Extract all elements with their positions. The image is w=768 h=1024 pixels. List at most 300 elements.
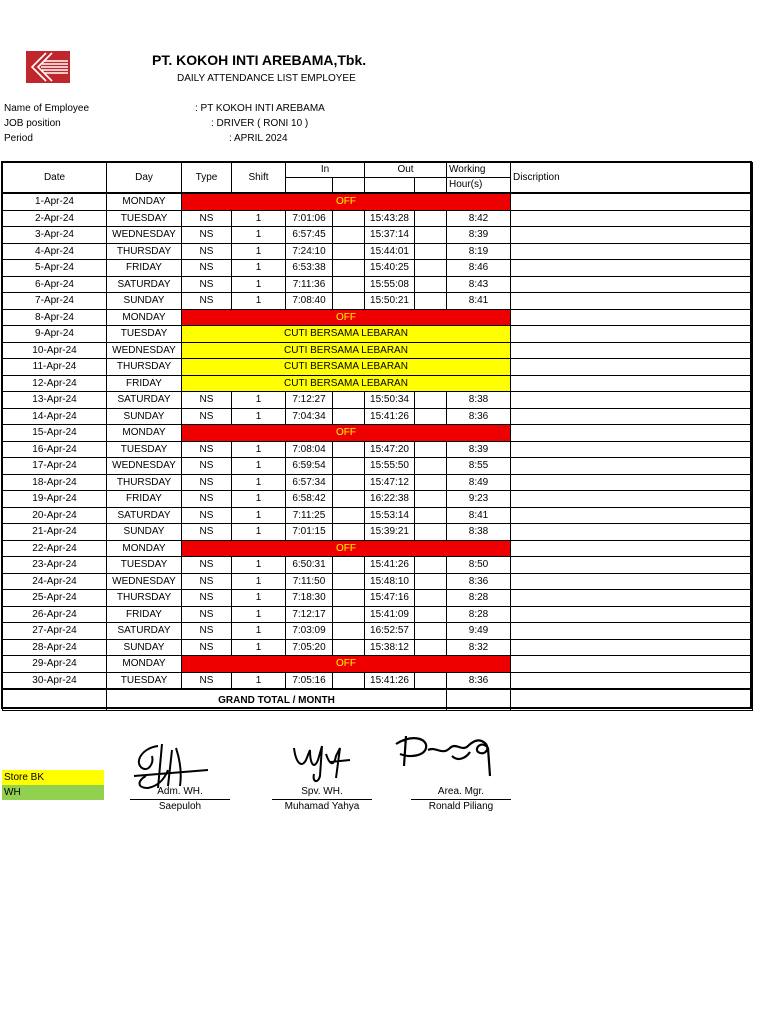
row-out-time: 15:44:01 — [365, 243, 415, 260]
row-out-blank — [415, 491, 447, 508]
row-out-time: 15:53:14 — [365, 507, 415, 524]
table-row — [3, 425, 753, 442]
row-out-time: 15:41:26 — [365, 672, 415, 689]
row-shift: 1 — [232, 557, 286, 574]
row-in-blank — [333, 557, 365, 574]
row-in-blank — [333, 243, 365, 260]
table-row — [3, 573, 753, 590]
row-out-time: 15:47:20 — [365, 441, 415, 458]
table-row — [3, 458, 753, 475]
row-in-time: 6:59:54 — [286, 458, 333, 475]
row-description — [511, 425, 753, 442]
row-day: TUESDAY — [107, 672, 182, 689]
row-shift: 1 — [232, 491, 286, 508]
row-date: 6-Apr-24 — [3, 276, 107, 293]
row-date: 27-Apr-24 — [3, 623, 107, 640]
row-day: MONDAY — [107, 309, 182, 326]
row-type: NS — [182, 260, 232, 277]
table-row — [3, 590, 753, 607]
row-description — [511, 590, 753, 607]
row-day: TUESDAY — [107, 557, 182, 574]
row-date: 9-Apr-24 — [3, 326, 107, 343]
row-out-time: 15:47:16 — [365, 590, 415, 607]
signature-name-mgr: Ronald Piliang — [428, 801, 494, 812]
row-day: MONDAY — [107, 656, 182, 673]
row-type: NS — [182, 557, 232, 574]
row-date: 21-Apr-24 — [3, 524, 107, 541]
row-date: 7-Apr-24 — [3, 293, 107, 310]
row-description — [511, 491, 753, 508]
row-out-time: 15:41:26 — [365, 408, 415, 425]
legend-store-bk: Store BK — [2, 770, 104, 785]
row-working-hours: 8:50 — [447, 557, 511, 574]
row-shift: 1 — [232, 227, 286, 244]
table-row — [3, 309, 753, 326]
row-in-blank — [333, 639, 365, 656]
row-day: THURSDAY — [107, 590, 182, 607]
row-out-blank — [415, 573, 447, 590]
row-status-leave: CUTI BERSAMA LEBARAN — [182, 326, 511, 343]
row-in-blank — [333, 441, 365, 458]
row-out-blank — [415, 639, 447, 656]
row-date: 17-Apr-24 — [3, 458, 107, 475]
row-shift: 1 — [232, 524, 286, 541]
table-row — [3, 524, 753, 541]
signature-line-mgr — [411, 799, 511, 800]
row-day: SUNDAY — [107, 524, 182, 541]
row-type: NS — [182, 441, 232, 458]
row-description — [511, 656, 753, 673]
row-day: SATURDAY — [107, 507, 182, 524]
table-row — [3, 540, 753, 557]
row-in-time: 7:18:30 — [286, 590, 333, 607]
row-description — [511, 540, 753, 557]
row-date: 4-Apr-24 — [3, 243, 107, 260]
row-type: NS — [182, 227, 232, 244]
row-date: 16-Apr-24 — [3, 441, 107, 458]
row-working-hours: 8:38 — [447, 524, 511, 541]
row-out-blank — [415, 458, 447, 475]
table-row — [3, 359, 753, 376]
header-out-sub — [365, 178, 415, 194]
row-date: 24-Apr-24 — [3, 573, 107, 590]
row-in-blank — [333, 672, 365, 689]
row-out-blank — [415, 441, 447, 458]
row-type: NS — [182, 573, 232, 590]
row-out-time: 15:38:12 — [365, 639, 415, 656]
row-date: 1-Apr-24 — [3, 193, 107, 210]
row-out-blank — [415, 474, 447, 491]
row-in-blank — [333, 392, 365, 409]
row-description — [511, 557, 753, 574]
row-working-hours: 8:38 — [447, 392, 511, 409]
row-out-blank — [415, 507, 447, 524]
row-date: 12-Apr-24 — [3, 375, 107, 392]
table-row — [3, 507, 753, 524]
row-description — [511, 326, 753, 343]
attendance-table — [2, 162, 753, 711]
row-date: 5-Apr-24 — [3, 260, 107, 277]
table-row — [3, 408, 753, 425]
table-row — [3, 491, 753, 508]
row-out-time: 15:48:10 — [365, 573, 415, 590]
row-shift: 1 — [232, 606, 286, 623]
row-shift: 1 — [232, 639, 286, 656]
row-type: NS — [182, 672, 232, 689]
row-working-hours: 8:39 — [447, 441, 511, 458]
row-out-blank — [415, 524, 447, 541]
header-shift: Shift — [232, 163, 286, 194]
row-shift: 1 — [232, 590, 286, 607]
document-subtitle: DAILY ATTENDANCE LIST EMPLOYEE — [177, 73, 356, 84]
row-type: NS — [182, 474, 232, 491]
row-shift: 1 — [232, 623, 286, 640]
row-in-blank — [333, 260, 365, 277]
signature-muhamad-yahya — [290, 738, 354, 788]
row-date: 18-Apr-24 — [3, 474, 107, 491]
row-date: 3-Apr-24 — [3, 227, 107, 244]
row-date: 30-Apr-24 — [3, 672, 107, 689]
row-description — [511, 227, 753, 244]
table-row — [3, 623, 753, 640]
row-description — [511, 458, 753, 475]
row-working-hours: 8:46 — [447, 260, 511, 277]
row-out-time: 15:40:25 — [365, 260, 415, 277]
row-out-blank — [415, 260, 447, 277]
row-out-blank — [415, 557, 447, 574]
name-value: : PT KOKOH INTI AREBAMA — [195, 103, 325, 114]
row-out-time: 15:41:09 — [365, 606, 415, 623]
table-row — [3, 441, 753, 458]
row-shift: 1 — [232, 441, 286, 458]
header-type: Type — [182, 163, 232, 194]
row-working-hours: 8:41 — [447, 293, 511, 310]
row-in-blank — [333, 210, 365, 227]
row-day: SUNDAY — [107, 293, 182, 310]
row-date: 28-Apr-24 — [3, 639, 107, 656]
row-out-blank — [415, 392, 447, 409]
table-row — [3, 392, 753, 409]
table-row — [3, 210, 753, 227]
header-date: Date — [3, 163, 107, 194]
signature-role-adm: Adm. WH. — [157, 786, 203, 797]
row-status-off: OFF — [182, 309, 511, 326]
row-shift: 1 — [232, 293, 286, 310]
row-out-time: 16:52:57 — [365, 623, 415, 640]
table-row — [3, 672, 753, 689]
row-working-hours: 8:36 — [447, 672, 511, 689]
row-in-blank — [333, 606, 365, 623]
row-day: MONDAY — [107, 540, 182, 557]
row-day: FRIDAY — [107, 260, 182, 277]
row-type: NS — [182, 590, 232, 607]
row-date: 22-Apr-24 — [3, 540, 107, 557]
row-status-off: OFF — [182, 193, 511, 210]
row-shift: 1 — [232, 458, 286, 475]
row-description — [511, 309, 753, 326]
row-in-time: 7:11:36 — [286, 276, 333, 293]
row-date: 10-Apr-24 — [3, 342, 107, 359]
grand-total-hours — [447, 689, 511, 711]
row-out-blank — [415, 672, 447, 689]
grand-total-description — [511, 689, 753, 711]
row-status-off: OFF — [182, 425, 511, 442]
row-in-time: 7:05:16 — [286, 672, 333, 689]
header-in-sub2 — [333, 178, 365, 194]
row-out-blank — [415, 227, 447, 244]
row-day: THURSDAY — [107, 359, 182, 376]
row-in-blank — [333, 276, 365, 293]
row-date: 23-Apr-24 — [3, 557, 107, 574]
row-description — [511, 639, 753, 656]
row-in-time: 7:11:25 — [286, 507, 333, 524]
table-row — [3, 342, 753, 359]
row-date: 15-Apr-24 — [3, 425, 107, 442]
row-shift: 1 — [232, 474, 286, 491]
row-day: SATURDAY — [107, 276, 182, 293]
row-in-blank — [333, 623, 365, 640]
row-out-blank — [415, 243, 447, 260]
row-type: NS — [182, 276, 232, 293]
row-out-time: 15:47:12 — [365, 474, 415, 491]
row-out-time: 15:50:21 — [365, 293, 415, 310]
row-day: WEDNESDAY — [107, 342, 182, 359]
signature-role-spv: Spv. WH. — [301, 786, 343, 797]
row-description — [511, 375, 753, 392]
row-in-blank — [333, 227, 365, 244]
row-day: MONDAY — [107, 425, 182, 442]
row-in-blank — [333, 491, 365, 508]
row-in-time: 7:12:17 — [286, 606, 333, 623]
row-description — [511, 474, 753, 491]
row-working-hours: 9:23 — [447, 491, 511, 508]
row-day: SATURDAY — [107, 623, 182, 640]
row-in-time: 7:08:40 — [286, 293, 333, 310]
row-working-hours: 8:28 — [447, 590, 511, 607]
row-description — [511, 276, 753, 293]
row-out-blank — [415, 408, 447, 425]
name-label: Name of Employee — [4, 103, 90, 114]
row-in-blank — [333, 573, 365, 590]
row-day: SATURDAY — [107, 392, 182, 409]
table-row — [3, 375, 753, 392]
row-type: NS — [182, 243, 232, 260]
row-description — [511, 293, 753, 310]
signature-name-adm: Saepuloh — [158, 801, 202, 812]
row-out-blank — [415, 293, 447, 310]
row-in-time: 7:04:34 — [286, 408, 333, 425]
table-row — [3, 193, 753, 210]
row-day: TUESDAY — [107, 326, 182, 343]
row-out-time: 15:55:08 — [365, 276, 415, 293]
row-working-hours: 8:36 — [447, 573, 511, 590]
signature-line-adm — [130, 799, 230, 800]
row-in-blank — [333, 458, 365, 475]
row-in-blank — [333, 507, 365, 524]
signature-role-mgr: Area. Mgr. — [437, 786, 485, 797]
row-description — [511, 342, 753, 359]
row-out-time: 16:22:38 — [365, 491, 415, 508]
header-out-sub2 — [415, 178, 447, 194]
header-in: In — [286, 163, 365, 178]
row-working-hours: 8:49 — [447, 474, 511, 491]
row-type: NS — [182, 293, 232, 310]
row-date: 8-Apr-24 — [3, 309, 107, 326]
row-in-time: 7:01:15 — [286, 524, 333, 541]
row-out-time: 15:39:21 — [365, 524, 415, 541]
row-day: THURSDAY — [107, 243, 182, 260]
row-type: NS — [182, 524, 232, 541]
row-type: NS — [182, 639, 232, 656]
row-out-blank — [415, 276, 447, 293]
row-shift: 1 — [232, 408, 286, 425]
row-shift: 1 — [232, 573, 286, 590]
row-day: TUESDAY — [107, 210, 182, 227]
row-description — [511, 243, 753, 260]
row-type: NS — [182, 408, 232, 425]
row-day: WEDNESDAY — [107, 458, 182, 475]
row-out-time: 15:43:28 — [365, 210, 415, 227]
table-row — [3, 227, 753, 244]
row-date: 29-Apr-24 — [3, 656, 107, 673]
row-day: SUNDAY — [107, 639, 182, 656]
table-row — [3, 276, 753, 293]
table-row — [3, 639, 753, 656]
row-working-hours: 8:39 — [447, 227, 511, 244]
row-working-hours: 9:49 — [447, 623, 511, 640]
row-type: NS — [182, 623, 232, 640]
row-description — [511, 507, 753, 524]
row-shift: 1 — [232, 210, 286, 227]
row-in-blank — [333, 293, 365, 310]
row-type: NS — [182, 606, 232, 623]
row-date: 20-Apr-24 — [3, 507, 107, 524]
row-shift: 1 — [232, 392, 286, 409]
table-row — [3, 293, 753, 310]
row-out-time: 15:37:14 — [365, 227, 415, 244]
header-working: Working — [447, 163, 511, 178]
row-status-leave: CUTI BERSAMA LEBARAN — [182, 375, 511, 392]
row-in-time: 7:03:09 — [286, 623, 333, 640]
row-description — [511, 573, 753, 590]
row-working-hours: 8:55 — [447, 458, 511, 475]
row-type: NS — [182, 392, 232, 409]
row-description — [511, 408, 753, 425]
row-description — [511, 260, 753, 277]
row-out-blank — [415, 623, 447, 640]
row-in-time: 6:57:45 — [286, 227, 333, 244]
table-row — [3, 326, 753, 343]
signature-saepuloh — [128, 740, 212, 792]
row-type: NS — [182, 491, 232, 508]
row-day: WEDNESDAY — [107, 573, 182, 590]
row-shift: 1 — [232, 276, 286, 293]
row-working-hours: 8:32 — [447, 639, 511, 656]
row-day: WEDNESDAY — [107, 227, 182, 244]
row-out-time: 15:41:26 — [365, 557, 415, 574]
row-status-off: OFF — [182, 656, 511, 673]
grand-total-label: GRAND TOTAL / MONTH — [107, 689, 447, 711]
row-in-time: 7:05:20 — [286, 639, 333, 656]
row-in-time: 7:01:06 — [286, 210, 333, 227]
row-day: FRIDAY — [107, 606, 182, 623]
header-hours: Hour(s) — [447, 178, 511, 194]
row-working-hours: 8:36 — [447, 408, 511, 425]
row-description — [511, 672, 753, 689]
row-out-time: 15:50:34 — [365, 392, 415, 409]
row-in-blank — [333, 408, 365, 425]
row-working-hours: 8:28 — [447, 606, 511, 623]
row-date: 14-Apr-24 — [3, 408, 107, 425]
row-date: 2-Apr-24 — [3, 210, 107, 227]
row-day: FRIDAY — [107, 375, 182, 392]
row-shift: 1 — [232, 260, 286, 277]
row-in-blank — [333, 590, 365, 607]
row-out-time: 15:55:50 — [365, 458, 415, 475]
header-description: Discription — [511, 163, 753, 194]
job-value: : DRIVER ( RONI 10 ) — [211, 118, 309, 129]
row-description — [511, 359, 753, 376]
grand-total-blank — [3, 689, 107, 711]
header-in-sub — [286, 178, 333, 194]
company-logo — [26, 51, 70, 83]
row-in-time: 7:24:10 — [286, 243, 333, 260]
job-label: JOB position — [4, 118, 61, 129]
signature-ronald-piliang — [392, 730, 500, 782]
table-row — [3, 243, 753, 260]
row-date: 25-Apr-24 — [3, 590, 107, 607]
row-in-time: 6:50:31 — [286, 557, 333, 574]
period-label: Period — [4, 133, 33, 144]
company-name: PT. KOKOH INTI AREBAMA,Tbk. — [152, 52, 367, 68]
signature-name-spv: Muhamad Yahya — [284, 801, 360, 812]
row-working-hours: 8:19 — [447, 243, 511, 260]
table-row — [3, 260, 753, 277]
row-out-blank — [415, 606, 447, 623]
header-out: Out — [365, 163, 447, 178]
row-in-time: 7:12:27 — [286, 392, 333, 409]
row-day: SUNDAY — [107, 408, 182, 425]
row-description — [511, 392, 753, 409]
row-day: FRIDAY — [107, 491, 182, 508]
row-in-time: 7:08:04 — [286, 441, 333, 458]
legend-wh: WH — [2, 785, 104, 800]
row-date: 19-Apr-24 — [3, 491, 107, 508]
row-day: MONDAY — [107, 193, 182, 210]
row-date: 26-Apr-24 — [3, 606, 107, 623]
row-in-blank — [333, 474, 365, 491]
row-type: NS — [182, 507, 232, 524]
table-row — [3, 656, 753, 673]
row-shift: 1 — [232, 243, 286, 260]
row-description — [511, 441, 753, 458]
row-in-time: 6:53:38 — [286, 260, 333, 277]
row-in-time: 7:11:50 — [286, 573, 333, 590]
row-status-off: OFF — [182, 540, 511, 557]
signature-line-spv — [272, 799, 372, 800]
row-in-time: 6:57:34 — [286, 474, 333, 491]
row-status-leave: CUTI BERSAMA LEBARAN — [182, 342, 511, 359]
row-description — [511, 623, 753, 640]
row-type: NS — [182, 210, 232, 227]
row-in-blank — [333, 524, 365, 541]
table-row — [3, 606, 753, 623]
row-type: NS — [182, 458, 232, 475]
row-status-leave: CUTI BERSAMA LEBARAN — [182, 359, 511, 376]
table-row — [3, 557, 753, 574]
row-working-hours: 8:43 — [447, 276, 511, 293]
row-working-hours: 8:41 — [447, 507, 511, 524]
